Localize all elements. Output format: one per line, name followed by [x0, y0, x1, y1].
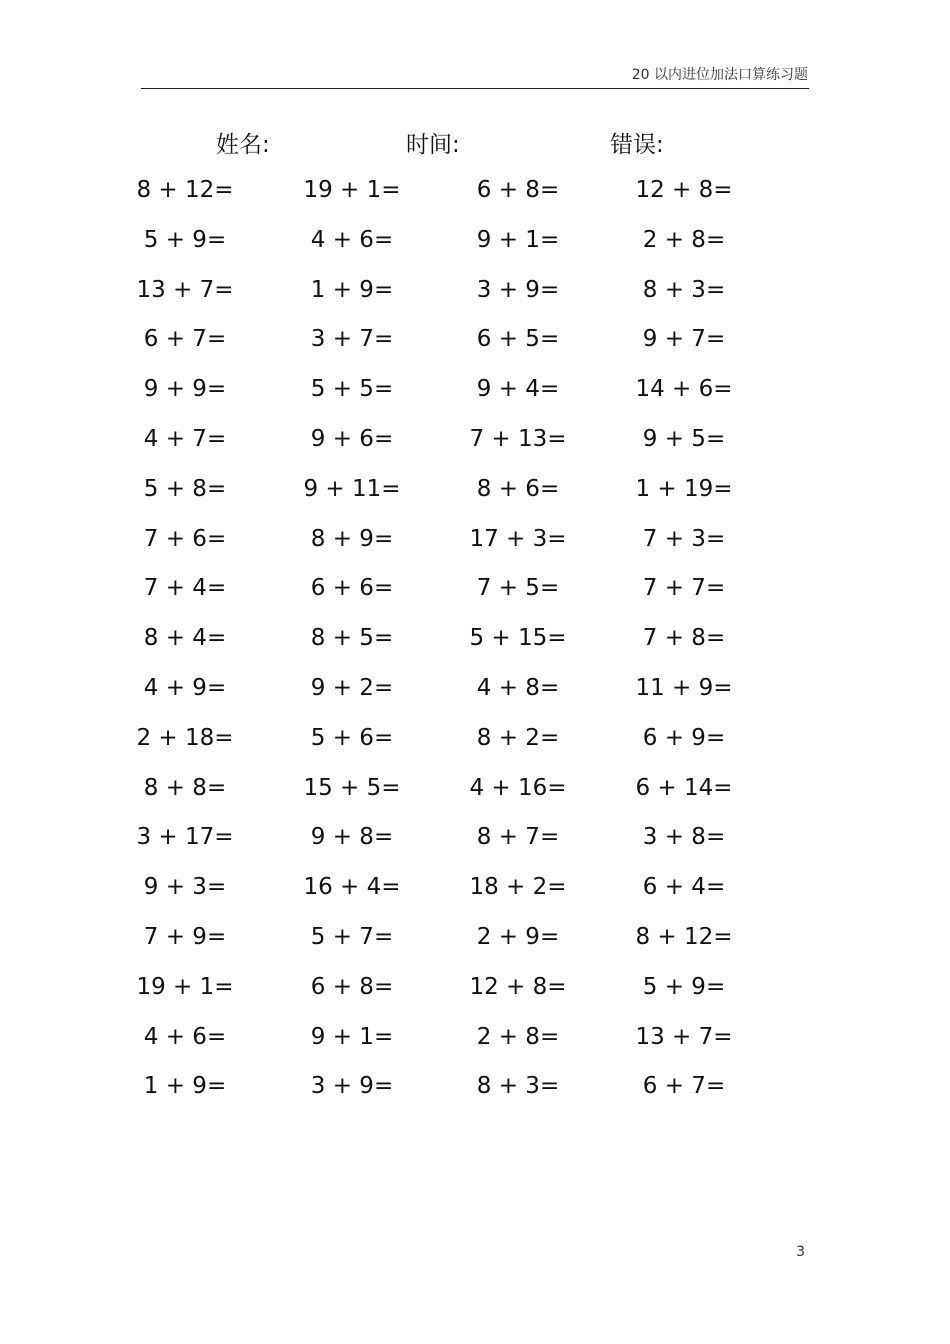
arithmetic-problem: 9 + 6= [310, 425, 394, 452]
arithmetic-problem: 5 + 9= [143, 226, 227, 253]
arithmetic-problem: 1 + 19= [635, 475, 733, 502]
arithmetic-problem: 5 + 5= [310, 376, 394, 403]
problem-row [0, 570, 950, 620]
time-label: 时间: [406, 132, 460, 158]
arithmetic-problem: 4 + 16= [469, 774, 567, 801]
problem-row [0, 222, 950, 272]
arithmetic-problem: 9 + 8= [310, 824, 394, 851]
arithmetic-problem: 8 + 3= [476, 1073, 560, 1100]
problem-row [0, 272, 950, 322]
arithmetic-problem: 8 + 4= [143, 625, 227, 652]
arithmetic-problem: 9 + 1= [310, 1023, 394, 1050]
arithmetic-problem: 8 + 7= [476, 824, 560, 851]
arithmetic-problem: 5 + 8= [143, 475, 227, 502]
problem-row [0, 869, 950, 919]
problem-row [0, 521, 950, 571]
arithmetic-problem: 7 + 9= [143, 923, 227, 950]
arithmetic-problem: 15 + 5= [303, 774, 401, 801]
arithmetic-problem: 7 + 13= [469, 425, 567, 452]
arithmetic-problem: 6 + 8= [476, 177, 560, 203]
arithmetic-problem: 9 + 9= [143, 376, 227, 403]
arithmetic-problem: 7 + 3= [642, 525, 726, 552]
arithmetic-problem: 7 + 8= [642, 625, 726, 652]
problem-row [0, 471, 950, 521]
arithmetic-problem: 12 + 8= [635, 177, 733, 203]
arithmetic-problem: 4 + 9= [143, 674, 227, 701]
arithmetic-problem: 7 + 7= [642, 575, 726, 602]
arithmetic-problem: 8 + 12= [635, 923, 733, 950]
arithmetic-problem: 8 + 3= [642, 276, 726, 303]
problem-row [0, 620, 950, 670]
arithmetic-problem: 17 + 3= [469, 525, 567, 552]
arithmetic-problem: 7 + 4= [143, 575, 227, 602]
arithmetic-problem: 9 + 7= [642, 326, 726, 353]
arithmetic-problem: 6 + 7= [143, 326, 227, 353]
arithmetic-problem: 19 + 1= [136, 973, 234, 1000]
arithmetic-problem: 4 + 8= [476, 674, 560, 701]
arithmetic-problem: 4 + 6= [310, 226, 394, 253]
arithmetic-problem: 8 + 6= [476, 475, 560, 502]
arithmetic-problem: 9 + 5= [642, 425, 726, 452]
problem-row [0, 919, 950, 969]
arithmetic-problem: 2 + 9= [476, 923, 560, 950]
arithmetic-problem: 12 + 8= [469, 973, 567, 1000]
arithmetic-problem: 8 + 9= [310, 525, 394, 552]
problem-row [0, 321, 950, 371]
arithmetic-problem: 5 + 6= [310, 724, 394, 751]
arithmetic-problem: 5 + 7= [310, 923, 394, 950]
arithmetic-problem: 14 + 6= [635, 376, 733, 403]
problem-row [0, 819, 950, 869]
problem-row [0, 770, 950, 820]
arithmetic-problem: 6 + 4= [642, 874, 726, 901]
arithmetic-problem: 9 + 4= [476, 376, 560, 403]
name-label: 姓名: [216, 132, 270, 158]
arithmetic-problem: 2 + 18= [136, 724, 234, 751]
arithmetic-problem: 9 + 2= [310, 674, 394, 701]
arithmetic-problem: 18 + 2= [469, 874, 567, 901]
arithmetic-problem: 7 + 5= [476, 575, 560, 602]
arithmetic-problem: 3 + 8= [642, 824, 726, 851]
arithmetic-problem: 9 + 11= [303, 475, 401, 502]
arithmetic-problem: 3 + 9= [310, 1073, 394, 1100]
arithmetic-problem: 6 + 14= [635, 774, 733, 801]
arithmetic-problem: 16 + 4= [303, 874, 401, 901]
problem-row [0, 172, 950, 222]
arithmetic-problem: 2 + 8= [642, 226, 726, 253]
arithmetic-problem: 3 + 17= [136, 824, 234, 851]
arithmetic-problem: 5 + 15= [469, 625, 567, 652]
arithmetic-problem: 3 + 7= [310, 326, 394, 353]
problem-row [0, 1019, 950, 1069]
arithmetic-problem: 8 + 12= [136, 177, 234, 203]
problem-grid [0, 172, 950, 1118]
arithmetic-problem: 5 + 9= [642, 973, 726, 1000]
arithmetic-problem: 2 + 8= [476, 1023, 560, 1050]
header-divider [141, 88, 809, 89]
arithmetic-problem: 13 + 7= [136, 276, 234, 303]
arithmetic-problem: 7 + 6= [143, 525, 227, 552]
problem-row [0, 421, 950, 471]
arithmetic-problem: 6 + 9= [642, 724, 726, 751]
problem-row [0, 1068, 950, 1118]
arithmetic-problem: 11 + 9= [635, 674, 733, 701]
arithmetic-problem: 8 + 2= [476, 724, 560, 751]
arithmetic-problem: 8 + 5= [310, 625, 394, 652]
arithmetic-problem: 6 + 5= [476, 326, 560, 353]
problem-row [0, 670, 950, 720]
arithmetic-problem: 1 + 9= [143, 1073, 227, 1100]
problem-row [0, 720, 950, 770]
problem-row [0, 371, 950, 421]
arithmetic-problem: 9 + 3= [143, 874, 227, 901]
arithmetic-problem: 9 + 1= [476, 226, 560, 253]
document-header-title: 20 以内进位加法口算练习题 [631, 67, 808, 83]
arithmetic-problem: 6 + 8= [310, 973, 394, 1000]
arithmetic-problem: 19 + 1= [303, 177, 401, 203]
arithmetic-problem: 6 + 7= [642, 1073, 726, 1100]
page-number: 3 [796, 1244, 805, 1260]
arithmetic-problem: 4 + 6= [143, 1023, 227, 1050]
problem-row [0, 969, 950, 1019]
arithmetic-problem: 8 + 8= [143, 774, 227, 801]
student-info-row [0, 126, 950, 160]
arithmetic-problem: 6 + 6= [310, 575, 394, 602]
arithmetic-problem: 1 + 9= [310, 276, 394, 303]
arithmetic-problem: 3 + 9= [476, 276, 560, 303]
arithmetic-problem: 13 + 7= [635, 1023, 733, 1050]
errors-label: 错误: [610, 132, 664, 158]
arithmetic-problem: 4 + 7= [143, 425, 227, 452]
